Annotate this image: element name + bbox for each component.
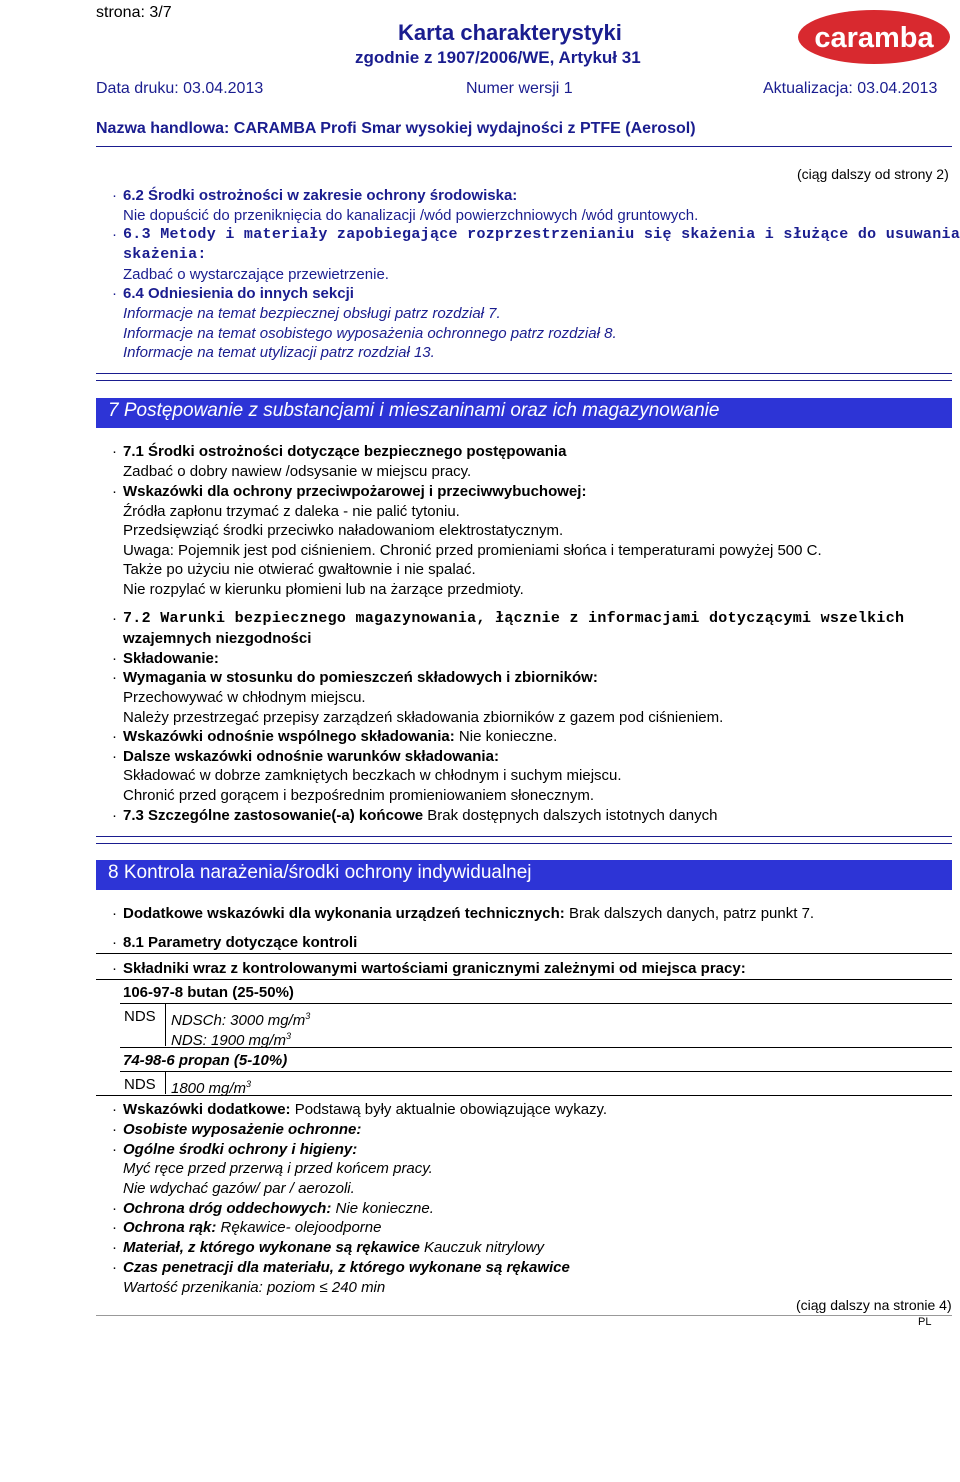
heading-6-4: 6.4 Odniesienia do innych sekcji: [123, 285, 354, 302]
caramba-logo: [798, 8, 958, 66]
section-rule: [96, 836, 952, 837]
trade-name: Nazwa handlowa: CARAMBA Profi Smar wysokiej wydajności z PTFE (Aerosol): [96, 120, 696, 137]
bullet-dot: ·: [112, 610, 117, 627]
table-rule: [120, 1071, 952, 1072]
bullet-dot: ·: [112, 187, 117, 204]
heading-6-3-line2: skażenia:: [123, 246, 207, 263]
bullet-dot: ·: [112, 1219, 117, 1236]
page-number: strona: 3/7: [96, 4, 172, 21]
footer-rule: [96, 1315, 952, 1316]
text-7-3: Brak dostępnych dalszych istotnych danych: [423, 807, 718, 824]
text-req-2: Należy przestrzegać przepisy zarządzeń składowania zbiorników z gazem pod ciśnieniem.: [123, 709, 724, 726]
bullet-dot: ·: [112, 748, 117, 765]
text-hygiene-2: Nie wdychać gazów/ par / aerozoli.: [123, 1180, 355, 1197]
heading-fire: Wskazówki dla ochrony przeciwpożarowej i przeciwwybuchowej:: [123, 483, 587, 500]
section-7-band: [96, 398, 952, 428]
bullet-dot: ·: [112, 807, 117, 824]
table-rule: [120, 1003, 952, 1004]
glove-material-value: Kauczuk nitrylowy: [419, 1239, 545, 1256]
hand-protection-value: Rękawice- olejoodporne: [216, 1219, 382, 1236]
substance-butane: 106-97-8 butan (25-50%): [123, 984, 294, 1001]
butane-code: NDS: [124, 1008, 156, 1025]
joint-storage: [123, 727, 557, 746]
heading-hygiene: Ogólne środki ochrony i higieny:: [123, 1141, 358, 1158]
text-penetration: Wartość przenikania: poziom ≤ 240 min: [123, 1279, 386, 1296]
heading-requirements: Wymagania w stosunku do pomieszczeń składowych i zbiorników:: [123, 669, 598, 686]
heading-further: Dalsze wskazówki odnośnie warunków składowania:: [123, 748, 499, 765]
bullet-dot: ·: [112, 1121, 117, 1138]
header-rule: [96, 146, 952, 147]
heading-components: Składniki wraz z kontrolowanymi wartościami granicznymi zależnymi od miejsca pracy:: [123, 960, 746, 977]
section-8-title: 8 Kontrola narażenia/środki ochrony indywidualnej: [108, 862, 532, 883]
joint-storage-value: Nie konieczne.: [454, 728, 558, 745]
joint-storage-label: Wskazówki odnośnie wspólnego składowania:: [123, 728, 455, 745]
update-date: Aktualizacja: 03.04.2013: [763, 80, 938, 97]
heading-7-3: 7.3 Szczególne zastosowanie(-a) końcowe: [123, 807, 424, 824]
heading-penetration: Czas penetracji dla materiału, z którego wykonane są rękawice: [123, 1259, 570, 1276]
butane-value-2: NDS: 1900 $mg/m^3$: [171, 1031, 292, 1049]
text-6-2: Nie dopuścić do przeniknięcia do kanalizacji /wód powierzchniowych /wód gruntowych.: [123, 207, 699, 224]
bullet-dot: ·: [112, 483, 117, 500]
bullet-dot: ·: [112, 285, 117, 302]
bullet-dot: ·: [112, 905, 117, 922]
text-fire-3: Uwaga: Pojemnik jest pod ciśnieniem. Chronić przed promieniami słońca i temperaturami powyżej 500 C.: [123, 542, 822, 559]
table-rule: [96, 979, 952, 980]
hand-protection-label: Ochrona rąk:: [123, 1219, 217, 1236]
bullet-dot: ·: [112, 960, 117, 977]
additional-technical-label: Dodatkowe wskazówki dla wykonania urządzeń technicznych:: [123, 905, 565, 922]
additional-notes: [123, 1100, 607, 1119]
bullet-dot: ·: [112, 1239, 117, 1256]
end-use: [123, 806, 717, 825]
text-fire-1: Źródła zapłonu trzymać z daleka - nie palić tytoniu.: [123, 503, 460, 520]
language-code: PL: [918, 1316, 932, 1328]
propane-code: NDS: [124, 1076, 156, 1093]
butane-value-1: NDSCh: 3000 $mg/m^3$: [171, 1011, 311, 1029]
propane-value-1: 1800 $mg/m^3$: [171, 1079, 252, 1097]
heading-6-3-line1: 6.3 Metody i materiały zapobiegające rozprzestrzenianiu się skażenia i służące do usuwania: [123, 226, 960, 243]
hand-protection: [123, 1218, 381, 1237]
continued-to: (ciąg dalszy na stronie 4): [796, 1297, 952, 1313]
bullet-dot: ·: [112, 934, 117, 951]
document-title: Karta charakterystyki: [398, 20, 622, 45]
glove-material: [123, 1238, 544, 1257]
logo-text: caramba: [814, 22, 934, 54]
text-further-2: Chronić przed gorącem i bezpośrednim promieniowaniem słonecznym.: [123, 787, 595, 804]
additional-notes-value: Podstawą były aktualnie obowiązujące wykazy.: [290, 1101, 608, 1118]
text-fire-4: Także po użyciu nie otwierać gwałtownie i nie spalać.: [123, 561, 476, 578]
heading-7-2-line2: wzajemnych niezgodności: [123, 630, 312, 647]
text-7-1: Zadbać o dobry nawiew /odsysanie w miejscu pracy.: [123, 463, 472, 480]
section-rule: [96, 380, 952, 381]
glove-material-label: Materiał, z którego wykonane są rękawice: [123, 1239, 420, 1256]
text-further-1: Składować w dobrze zamkniętych beczkach w chłodnym i suchym miejscu.: [123, 767, 622, 784]
text-fire-2: Przedsięwziąć środki przeciwko naładowaniom elektrostatycznym.: [123, 522, 564, 539]
section-rule: [96, 373, 952, 374]
text-req-1: Przechowywać w chłodnym miejscu.: [123, 689, 366, 706]
table-rule: [120, 1047, 952, 1048]
heading-8-1: 8.1 Parametry dotyczące kontroli: [123, 934, 358, 951]
text-hygiene-1: Myć ręce przed przerwą i przed końcem pracy.: [123, 1160, 433, 1177]
section-rule: [96, 843, 952, 844]
additional-notes-label: Wskazówki dodatkowe:: [123, 1101, 291, 1118]
bullet-dot: ·: [112, 1259, 117, 1276]
table-rule: [96, 953, 952, 954]
respiratory-label: Ochrona dróg oddechowych:: [123, 1200, 332, 1217]
table-divider: [165, 1072, 166, 1094]
bullet-dot: ·: [112, 1101, 117, 1118]
document-subtitle: zgodnie z 1907/2006/WE, Artykuł 31: [355, 48, 641, 67]
version-number: Numer wersji 1: [466, 80, 573, 97]
bullet-dot: ·: [112, 728, 117, 745]
additional-technical-value: Brak dalszych danych, patrz punkt 7.: [564, 905, 815, 922]
additional-technical: [123, 904, 814, 923]
table-divider: [165, 1004, 166, 1046]
heading-7-1: 7.1 Środki ostrożności dotyczące bezpiecznego postępowania: [123, 443, 567, 460]
bullet-dot: ·: [112, 226, 117, 243]
respiratory: [123, 1199, 434, 1218]
text-6-3: Zadbać o wystarczające przewietrzenie.: [123, 266, 389, 283]
respiratory-value: Nie konieczne.: [331, 1200, 434, 1217]
section-7-title: 7 Postępowanie z substancjami i mieszaninami oraz ich magazynowanie: [108, 400, 720, 421]
bullet-dot: ·: [112, 650, 117, 667]
text-6-4-a: Informacje na temat bezpiecznej obsługi patrz rozdział 7.: [123, 305, 501, 322]
print-date: Data druku: 03.04.2013: [96, 80, 264, 97]
bullet-dot: ·: [112, 1141, 117, 1158]
table-rule: [96, 1095, 952, 1096]
heading-7-2-line1: 7.2 Warunki bezpiecznego magazynowania, łącznie z informacjami dotyczącymi wszelkich: [123, 610, 905, 627]
bullet-dot: ·: [112, 1200, 117, 1217]
substance-propane: 74-98-6 propan (5-10%): [123, 1052, 288, 1069]
heading-ppe: Osobiste wyposażenie ochronne:: [123, 1121, 362, 1138]
text-fire-5: Nie rozpylać w kierunku płomieni lub na żarzące przedmioty.: [123, 581, 524, 598]
text-6-4-c: Informacje na temat utylizacji patrz rozdział 13.: [123, 344, 435, 361]
heading-6-2: 6.2 Środki ostrożności w zakresie ochrony środowiska:: [123, 187, 518, 204]
heading-storage: Składowanie:: [123, 650, 219, 667]
section-8-band: [96, 860, 952, 890]
continued-from: (ciąg dalszy od strony 2): [797, 166, 949, 182]
bullet-dot: ·: [112, 669, 117, 686]
text-6-4-b: Informacje na temat osobistego wyposażenia ochronnego patrz rozdział 8.: [123, 325, 617, 342]
bullet-dot: ·: [112, 443, 117, 460]
